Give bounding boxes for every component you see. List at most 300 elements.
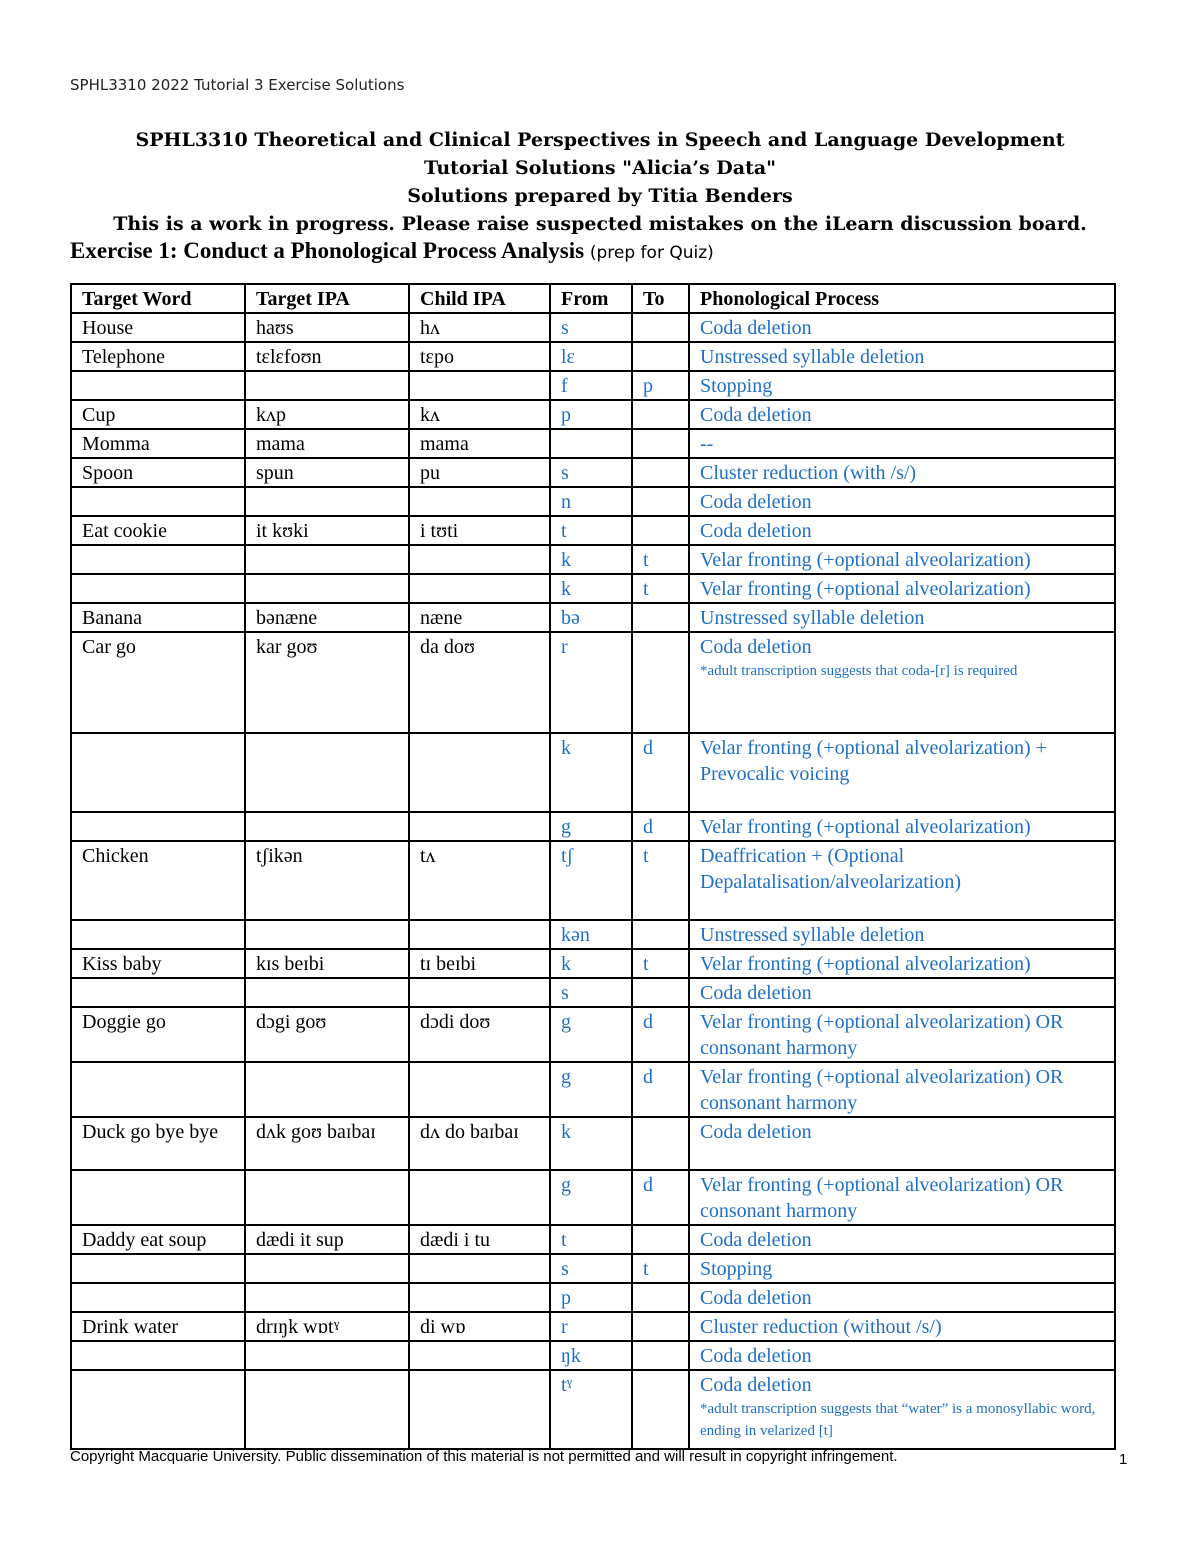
target-ipa-cell xyxy=(245,841,409,920)
target-ipa-cell xyxy=(245,1117,409,1170)
from-text: bə xyxy=(561,607,580,629)
from-cell xyxy=(550,1341,632,1370)
target-ipa-cell xyxy=(245,400,409,429)
target-word-text: Kiss baby xyxy=(82,953,162,975)
table-row xyxy=(71,342,1115,371)
target-word-text: Drink water xyxy=(82,1316,179,1338)
process-cell xyxy=(689,632,1115,733)
target-ipa-text: tʃikən xyxy=(256,845,303,867)
process-text: Coda deletion xyxy=(700,1121,812,1143)
child-ipa-cell xyxy=(409,545,550,574)
to-cell xyxy=(632,1170,689,1225)
from-text: r xyxy=(561,636,568,658)
to-text: p xyxy=(643,375,653,397)
target-ipa-text: kar goʊ xyxy=(256,636,318,658)
from-cell xyxy=(550,574,632,603)
target-word-cell xyxy=(71,920,245,949)
table-row xyxy=(71,949,1115,978)
child-ipa-cell xyxy=(409,516,550,545)
target-ipa-cell xyxy=(245,812,409,841)
child-ipa-cell xyxy=(409,574,550,603)
to-text: t xyxy=(643,953,649,975)
process-cell xyxy=(689,400,1115,429)
child-ipa-cell xyxy=(409,1007,550,1062)
to-text: t xyxy=(643,549,649,571)
target-word-text: Daddy eat soup xyxy=(82,1229,207,1251)
child-ipa-cell xyxy=(409,920,550,949)
target-word-cell xyxy=(71,1062,245,1117)
process-text: Coda deletion xyxy=(700,982,812,1004)
from-text: ŋk xyxy=(561,1345,581,1367)
process-cell xyxy=(689,313,1115,342)
to-cell xyxy=(632,733,689,812)
child-ipa-cell xyxy=(409,632,550,733)
work-in-progress-note: This is a work in progress. Please raise suspected mistakes on the iLearn discussion board. xyxy=(113,213,1087,235)
target-word-cell xyxy=(71,841,245,920)
to-cell xyxy=(632,949,689,978)
process-cell xyxy=(689,812,1115,841)
from-cell xyxy=(550,545,632,574)
target-ipa-cell xyxy=(245,458,409,487)
process-cell xyxy=(689,603,1115,632)
to-text: d xyxy=(643,1066,653,1088)
target-ipa-cell xyxy=(245,545,409,574)
target-ipa-text: drɪŋk wɒtˠ xyxy=(256,1316,340,1338)
process-text: Velar fronting (+optional alveolarization) xyxy=(700,953,1031,975)
process-cell xyxy=(689,371,1115,400)
process-cell xyxy=(689,1283,1115,1312)
from-text: p xyxy=(561,1287,571,1309)
child-ipa-cell xyxy=(409,949,550,978)
target-ipa-cell xyxy=(245,429,409,458)
header-phonological-process: Phonological Process xyxy=(689,284,1115,313)
target-ipa-cell xyxy=(245,1062,409,1117)
from-cell xyxy=(550,1225,632,1254)
table-row xyxy=(71,1254,1115,1283)
process-text: Velar fronting (+optional alveolarization) xyxy=(700,549,1031,571)
child-ipa-cell xyxy=(409,487,550,516)
target-ipa-cell xyxy=(245,1254,409,1283)
child-ipa-cell xyxy=(409,1312,550,1341)
process-cell xyxy=(689,1117,1115,1170)
target-word-text: Car go xyxy=(82,636,136,658)
from-text: r xyxy=(561,1316,568,1338)
target-ipa-cell xyxy=(245,487,409,516)
target-word-text: House xyxy=(82,317,134,339)
target-ipa-text: mama xyxy=(256,433,305,455)
child-ipa-text: dʌ do baɪbaɪ xyxy=(420,1121,519,1143)
author-line: Solutions prepared by Titia Benders xyxy=(407,185,793,207)
table-row xyxy=(71,841,1115,920)
table-row xyxy=(71,545,1115,574)
child-ipa-cell xyxy=(409,1117,550,1170)
process-text: Coda deletion xyxy=(700,1287,812,1309)
from-text: k xyxy=(561,953,571,975)
from-cell xyxy=(550,812,632,841)
from-text: p xyxy=(561,404,571,426)
child-ipa-text: tɪ beɪbi xyxy=(420,953,477,975)
to-text: t xyxy=(643,1258,649,1280)
target-ipa-text: dædi it sup xyxy=(256,1229,344,1251)
target-ipa-cell xyxy=(245,313,409,342)
target-ipa-text: kʌp xyxy=(256,404,286,426)
child-ipa-cell xyxy=(409,841,550,920)
process-text: Coda deletion xyxy=(700,317,812,339)
target-ipa-cell xyxy=(245,574,409,603)
child-ipa-cell xyxy=(409,1170,550,1225)
to-cell xyxy=(632,516,689,545)
target-word-cell xyxy=(71,487,245,516)
child-ipa-text: næne xyxy=(420,607,463,629)
to-cell xyxy=(632,574,689,603)
from-cell xyxy=(550,429,632,458)
from-cell xyxy=(550,1170,632,1225)
from-text: n xyxy=(561,491,571,513)
phonological-process-table xyxy=(70,283,1116,1450)
child-ipa-text: mama xyxy=(420,433,469,455)
course-title: SPHL3310 Theoretical and Clinical Perspectives in Speech and Language Development xyxy=(135,129,1065,151)
process-note: *adult transcription suggests that “water” is a monosyllabic word, ending in velarized [t] xyxy=(700,1401,1096,1439)
from-text: t xyxy=(561,1229,567,1251)
to-text: t xyxy=(643,845,649,867)
target-ipa-cell xyxy=(245,1370,409,1449)
process-cell xyxy=(689,487,1115,516)
child-ipa-cell xyxy=(409,733,550,812)
target-word-cell xyxy=(71,1254,245,1283)
process-text: Deaffrication + (Optional Depalatalisation/alveolarization) xyxy=(700,845,961,893)
child-ipa-text: i tʊti xyxy=(420,520,459,542)
to-cell xyxy=(632,371,689,400)
process-cell xyxy=(689,458,1115,487)
process-text: Velar fronting (+optional alveolarization) xyxy=(700,578,1031,600)
to-text: d xyxy=(643,1011,653,1033)
target-ipa-text: bənæne xyxy=(256,607,318,629)
from-text: tʃ xyxy=(561,845,574,867)
target-word-cell xyxy=(71,1341,245,1370)
to-cell xyxy=(632,841,689,920)
process-text: -- xyxy=(700,433,714,455)
from-text: g xyxy=(561,1066,571,1088)
from-cell xyxy=(550,516,632,545)
target-ipa-cell xyxy=(245,949,409,978)
header-to: To xyxy=(632,284,689,313)
from-cell xyxy=(550,632,632,733)
target-word-cell xyxy=(71,733,245,812)
table-body xyxy=(71,313,1115,1449)
to-cell xyxy=(632,1341,689,1370)
process-cell xyxy=(689,1225,1115,1254)
table-header-row xyxy=(71,284,1115,313)
process-text: Coda deletion xyxy=(700,491,812,513)
table-row xyxy=(71,458,1115,487)
table-row xyxy=(71,920,1115,949)
from-cell xyxy=(550,1007,632,1062)
from-text: g xyxy=(561,816,571,838)
process-text: Coda deletion xyxy=(700,636,812,658)
table-row xyxy=(71,1225,1115,1254)
child-ipa-text: hʌ xyxy=(420,317,440,339)
table-row xyxy=(71,1062,1115,1117)
table-row xyxy=(71,812,1115,841)
target-ipa-cell xyxy=(245,733,409,812)
to-cell xyxy=(632,1225,689,1254)
to-cell xyxy=(632,1062,689,1117)
target-word-cell xyxy=(71,603,245,632)
from-cell xyxy=(550,1254,632,1283)
header-from: From xyxy=(550,284,632,313)
process-cell xyxy=(689,1341,1115,1370)
process-cell xyxy=(689,1007,1115,1062)
header-target-ipa: Target IPA xyxy=(245,284,409,313)
from-cell xyxy=(550,733,632,812)
table-row xyxy=(71,313,1115,342)
target-word-text: Momma xyxy=(82,433,150,455)
running-header: SPHL3310 2022 Tutorial 3 Exercise Solutions xyxy=(70,76,405,94)
to-cell xyxy=(632,1117,689,1170)
from-text: t xyxy=(561,520,567,542)
target-ipa-text: dɔgi goʊ xyxy=(256,1011,327,1033)
from-text: s xyxy=(561,317,569,339)
process-text: Coda deletion xyxy=(700,1374,812,1396)
process-text: Coda deletion xyxy=(700,1229,812,1251)
to-cell xyxy=(632,978,689,1007)
exercise-title: Exercise 1: Conduct a Phonological Process Analysis xyxy=(70,238,585,263)
from-text: f xyxy=(561,375,568,397)
target-word-cell xyxy=(71,1312,245,1341)
table-row xyxy=(71,516,1115,545)
from-text: k xyxy=(561,1121,571,1143)
to-cell xyxy=(632,458,689,487)
from-cell xyxy=(550,1117,632,1170)
child-ipa-cell xyxy=(409,458,550,487)
target-ipa-cell xyxy=(245,920,409,949)
from-cell xyxy=(550,920,632,949)
from-text: k xyxy=(561,578,571,600)
child-ipa-cell xyxy=(409,1254,550,1283)
to-cell xyxy=(632,313,689,342)
process-cell xyxy=(689,1170,1115,1225)
from-text: g xyxy=(561,1011,571,1033)
header-target-word: Target Word xyxy=(71,284,245,313)
target-word-cell xyxy=(71,812,245,841)
from-cell xyxy=(550,978,632,1007)
child-ipa-text: tɛpo xyxy=(420,346,454,368)
target-ipa-cell xyxy=(245,978,409,1007)
target-word-cell xyxy=(71,632,245,733)
process-text: Velar fronting (+optional alveolarization) OR consonant harmony xyxy=(700,1174,1064,1222)
target-word-text: Cup xyxy=(82,404,116,426)
to-cell xyxy=(632,1007,689,1062)
process-text: Cluster reduction (with /s/) xyxy=(700,462,917,484)
table-row xyxy=(71,1007,1115,1062)
process-text: Coda deletion xyxy=(700,404,812,426)
target-word-cell xyxy=(71,949,245,978)
process-cell xyxy=(689,1062,1115,1117)
target-word-cell xyxy=(71,1007,245,1062)
process-cell xyxy=(689,1312,1115,1341)
from-text: s xyxy=(561,982,569,1004)
from-cell xyxy=(550,487,632,516)
target-word-cell xyxy=(71,1170,245,1225)
document-title-block xyxy=(0,126,1200,238)
from-cell xyxy=(550,603,632,632)
target-ipa-text: it kʊki xyxy=(256,520,309,542)
header-child-ipa: Child IPA xyxy=(409,284,550,313)
child-ipa-cell xyxy=(409,1225,550,1254)
process-cell xyxy=(689,429,1115,458)
table-row xyxy=(71,1370,1115,1449)
target-word-cell xyxy=(71,1283,245,1312)
table-row xyxy=(71,400,1115,429)
target-word-text: Eat cookie xyxy=(82,520,167,542)
from-text: kən xyxy=(561,924,590,946)
from-cell xyxy=(550,1370,632,1449)
from-text: s xyxy=(561,462,569,484)
target-word-cell xyxy=(71,400,245,429)
process-text: Velar fronting (+optional alveolarization) xyxy=(700,816,1031,838)
child-ipa-cell xyxy=(409,342,550,371)
to-cell xyxy=(632,545,689,574)
target-word-cell xyxy=(71,516,245,545)
target-word-text: Doggie go xyxy=(82,1011,166,1033)
from-cell xyxy=(550,458,632,487)
table-row xyxy=(71,1170,1115,1225)
from-text: tˠ xyxy=(561,1374,573,1396)
target-word-text: Banana xyxy=(82,607,142,629)
process-cell xyxy=(689,545,1115,574)
from-cell xyxy=(550,1312,632,1341)
exercise-heading xyxy=(70,238,714,264)
from-cell xyxy=(550,1062,632,1117)
process-text: Unstressed syllable deletion xyxy=(700,924,925,946)
target-ipa-cell xyxy=(245,371,409,400)
child-ipa-cell xyxy=(409,1341,550,1370)
target-ipa-cell xyxy=(245,1225,409,1254)
from-cell xyxy=(550,342,632,371)
process-text: Unstressed syllable deletion xyxy=(700,607,925,629)
process-text: Stopping xyxy=(700,1258,773,1280)
target-ipa-cell xyxy=(245,342,409,371)
process-text: Unstressed syllable deletion xyxy=(700,346,925,368)
child-ipa-cell xyxy=(409,978,550,1007)
child-ipa-cell xyxy=(409,1370,550,1449)
table-row xyxy=(71,978,1115,1007)
table-row xyxy=(71,1341,1115,1370)
child-ipa-cell xyxy=(409,429,550,458)
table-row xyxy=(71,429,1115,458)
process-cell xyxy=(689,574,1115,603)
target-ipa-cell xyxy=(245,516,409,545)
to-cell xyxy=(632,429,689,458)
process-cell xyxy=(689,516,1115,545)
tutorial-title: Tutorial Solutions "Alicia’s Data" xyxy=(423,157,777,179)
target-word-cell xyxy=(71,313,245,342)
target-ipa-cell xyxy=(245,603,409,632)
process-cell xyxy=(689,1254,1115,1283)
target-ipa-text: haʊs xyxy=(256,317,294,339)
target-word-cell xyxy=(71,342,245,371)
from-text: k xyxy=(561,549,571,571)
child-ipa-text: kʌ xyxy=(420,404,440,426)
child-ipa-text: da doʊ xyxy=(420,636,475,658)
child-ipa-text: di wɒ xyxy=(420,1316,466,1338)
child-ipa-cell xyxy=(409,400,550,429)
table-row xyxy=(71,487,1115,516)
target-word-cell xyxy=(71,1370,245,1449)
target-ipa-cell xyxy=(245,1341,409,1370)
child-ipa-text: tʌ xyxy=(420,845,436,867)
process-text: Velar fronting (+optional alveolarization) OR consonant harmony xyxy=(700,1011,1064,1059)
to-cell xyxy=(632,342,689,371)
to-cell xyxy=(632,400,689,429)
process-text: Cluster reduction (without /s/) xyxy=(700,1316,942,1338)
child-ipa-cell xyxy=(409,1062,550,1117)
to-cell xyxy=(632,1254,689,1283)
target-word-text: Chicken xyxy=(82,845,149,867)
table-row xyxy=(71,371,1115,400)
to-cell xyxy=(632,920,689,949)
target-word-cell xyxy=(71,429,245,458)
to-cell xyxy=(632,487,689,516)
table-row xyxy=(71,632,1115,733)
target-ipa-text: spun xyxy=(256,462,294,484)
exercise-note: (prep for Quiz) xyxy=(589,243,714,263)
process-note: *adult transcription suggests that coda-[r] is required xyxy=(700,663,1018,679)
to-text: d xyxy=(643,816,653,838)
target-word-cell xyxy=(71,545,245,574)
process-text: Coda deletion xyxy=(700,1345,812,1367)
to-cell xyxy=(632,632,689,733)
from-cell xyxy=(550,1283,632,1312)
from-cell xyxy=(550,841,632,920)
target-word-cell xyxy=(71,574,245,603)
from-cell xyxy=(550,371,632,400)
target-word-cell xyxy=(71,1117,245,1170)
target-word-cell xyxy=(71,371,245,400)
target-ipa-cell xyxy=(245,1283,409,1312)
target-word-cell xyxy=(71,458,245,487)
target-ipa-text: dʌk goʊ baɪbaɪ xyxy=(256,1121,376,1143)
process-cell xyxy=(689,733,1115,812)
to-cell xyxy=(632,812,689,841)
child-ipa-cell xyxy=(409,371,550,400)
table-row xyxy=(71,603,1115,632)
child-ipa-cell xyxy=(409,313,550,342)
table-row xyxy=(71,574,1115,603)
child-ipa-text: dɔdi doʊ xyxy=(420,1011,491,1033)
from-cell xyxy=(550,949,632,978)
table-row xyxy=(71,733,1115,812)
table-row xyxy=(71,1312,1115,1341)
child-ipa-cell xyxy=(409,812,550,841)
to-text: t xyxy=(643,578,649,600)
to-text: d xyxy=(643,1174,653,1196)
copyright-footer: Copyright Macquarie University. Public dissemination of this material is not permitted and will result in copyright infringement. xyxy=(70,1448,898,1465)
target-ipa-text: tɛlɛfoʊn xyxy=(256,346,322,368)
from-text: k xyxy=(561,737,571,759)
process-cell xyxy=(689,949,1115,978)
process-cell xyxy=(689,841,1115,920)
child-ipa-cell xyxy=(409,1283,550,1312)
child-ipa-text: dædi i tu xyxy=(420,1229,491,1251)
target-ipa-cell xyxy=(245,632,409,733)
process-text: Coda deletion xyxy=(700,520,812,542)
to-cell xyxy=(632,1312,689,1341)
target-word-text: Spoon xyxy=(82,462,134,484)
process-text: Velar fronting (+optional alveolarization) + Prevocalic voicing xyxy=(700,737,1047,785)
table-row xyxy=(71,1117,1115,1170)
target-ipa-cell xyxy=(245,1312,409,1341)
